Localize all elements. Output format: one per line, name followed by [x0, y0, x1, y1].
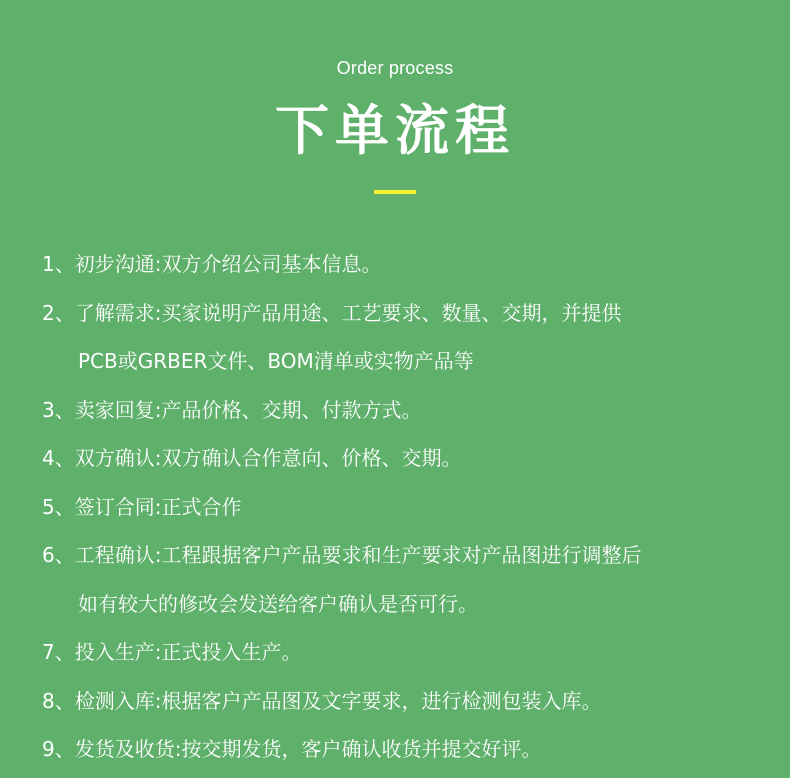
step-text: 6、工程确认:工程跟据客户产品要求和生产要求对产品图进行调整后: [42, 543, 642, 567]
step-2: [42, 289, 762, 386]
step-9: [42, 725, 762, 774]
step-continuation: PCB或GRBER文件、BOM清单或实物产品等: [78, 349, 474, 373]
step-continuation: 如有较大的修改会发送给客户确认是否可行。: [78, 591, 478, 616]
page-subtitle: Order process: [336, 58, 454, 78]
step-text: 8、检测入库:根据客户产品图及文字要求，进行检测包装入库。: [42, 688, 602, 713]
step-text: 2、了解需求:买家说明产品用途、工艺要求、数量、交期，并提供: [42, 300, 622, 325]
title-divider: [374, 190, 416, 194]
step-5: [42, 483, 762, 532]
step-text: 1、初步沟通:双方介绍公司基本信息。: [42, 252, 382, 276]
step-text: 3、卖家回复:产品价格、交期、付款方式。: [42, 397, 422, 422]
step-7: [42, 628, 762, 677]
steps-list: [42, 240, 762, 774]
step-3: [42, 386, 762, 435]
step-text: 7、投入生产:正式投入生产。: [42, 640, 302, 664]
step-1: [42, 240, 762, 289]
step-text: 5、签订合同:正式合作: [42, 494, 242, 519]
step-6: [42, 531, 762, 628]
step-8: [42, 677, 762, 726]
step-text: 4、双方确认:双方确认合作意向、价格、交期。: [42, 446, 462, 470]
step-text: 9、发货及收货:按交期发货，客户确认收货并提交好评。: [42, 737, 542, 761]
page-title: 下单流程: [275, 99, 515, 162]
step-4: [42, 434, 762, 483]
